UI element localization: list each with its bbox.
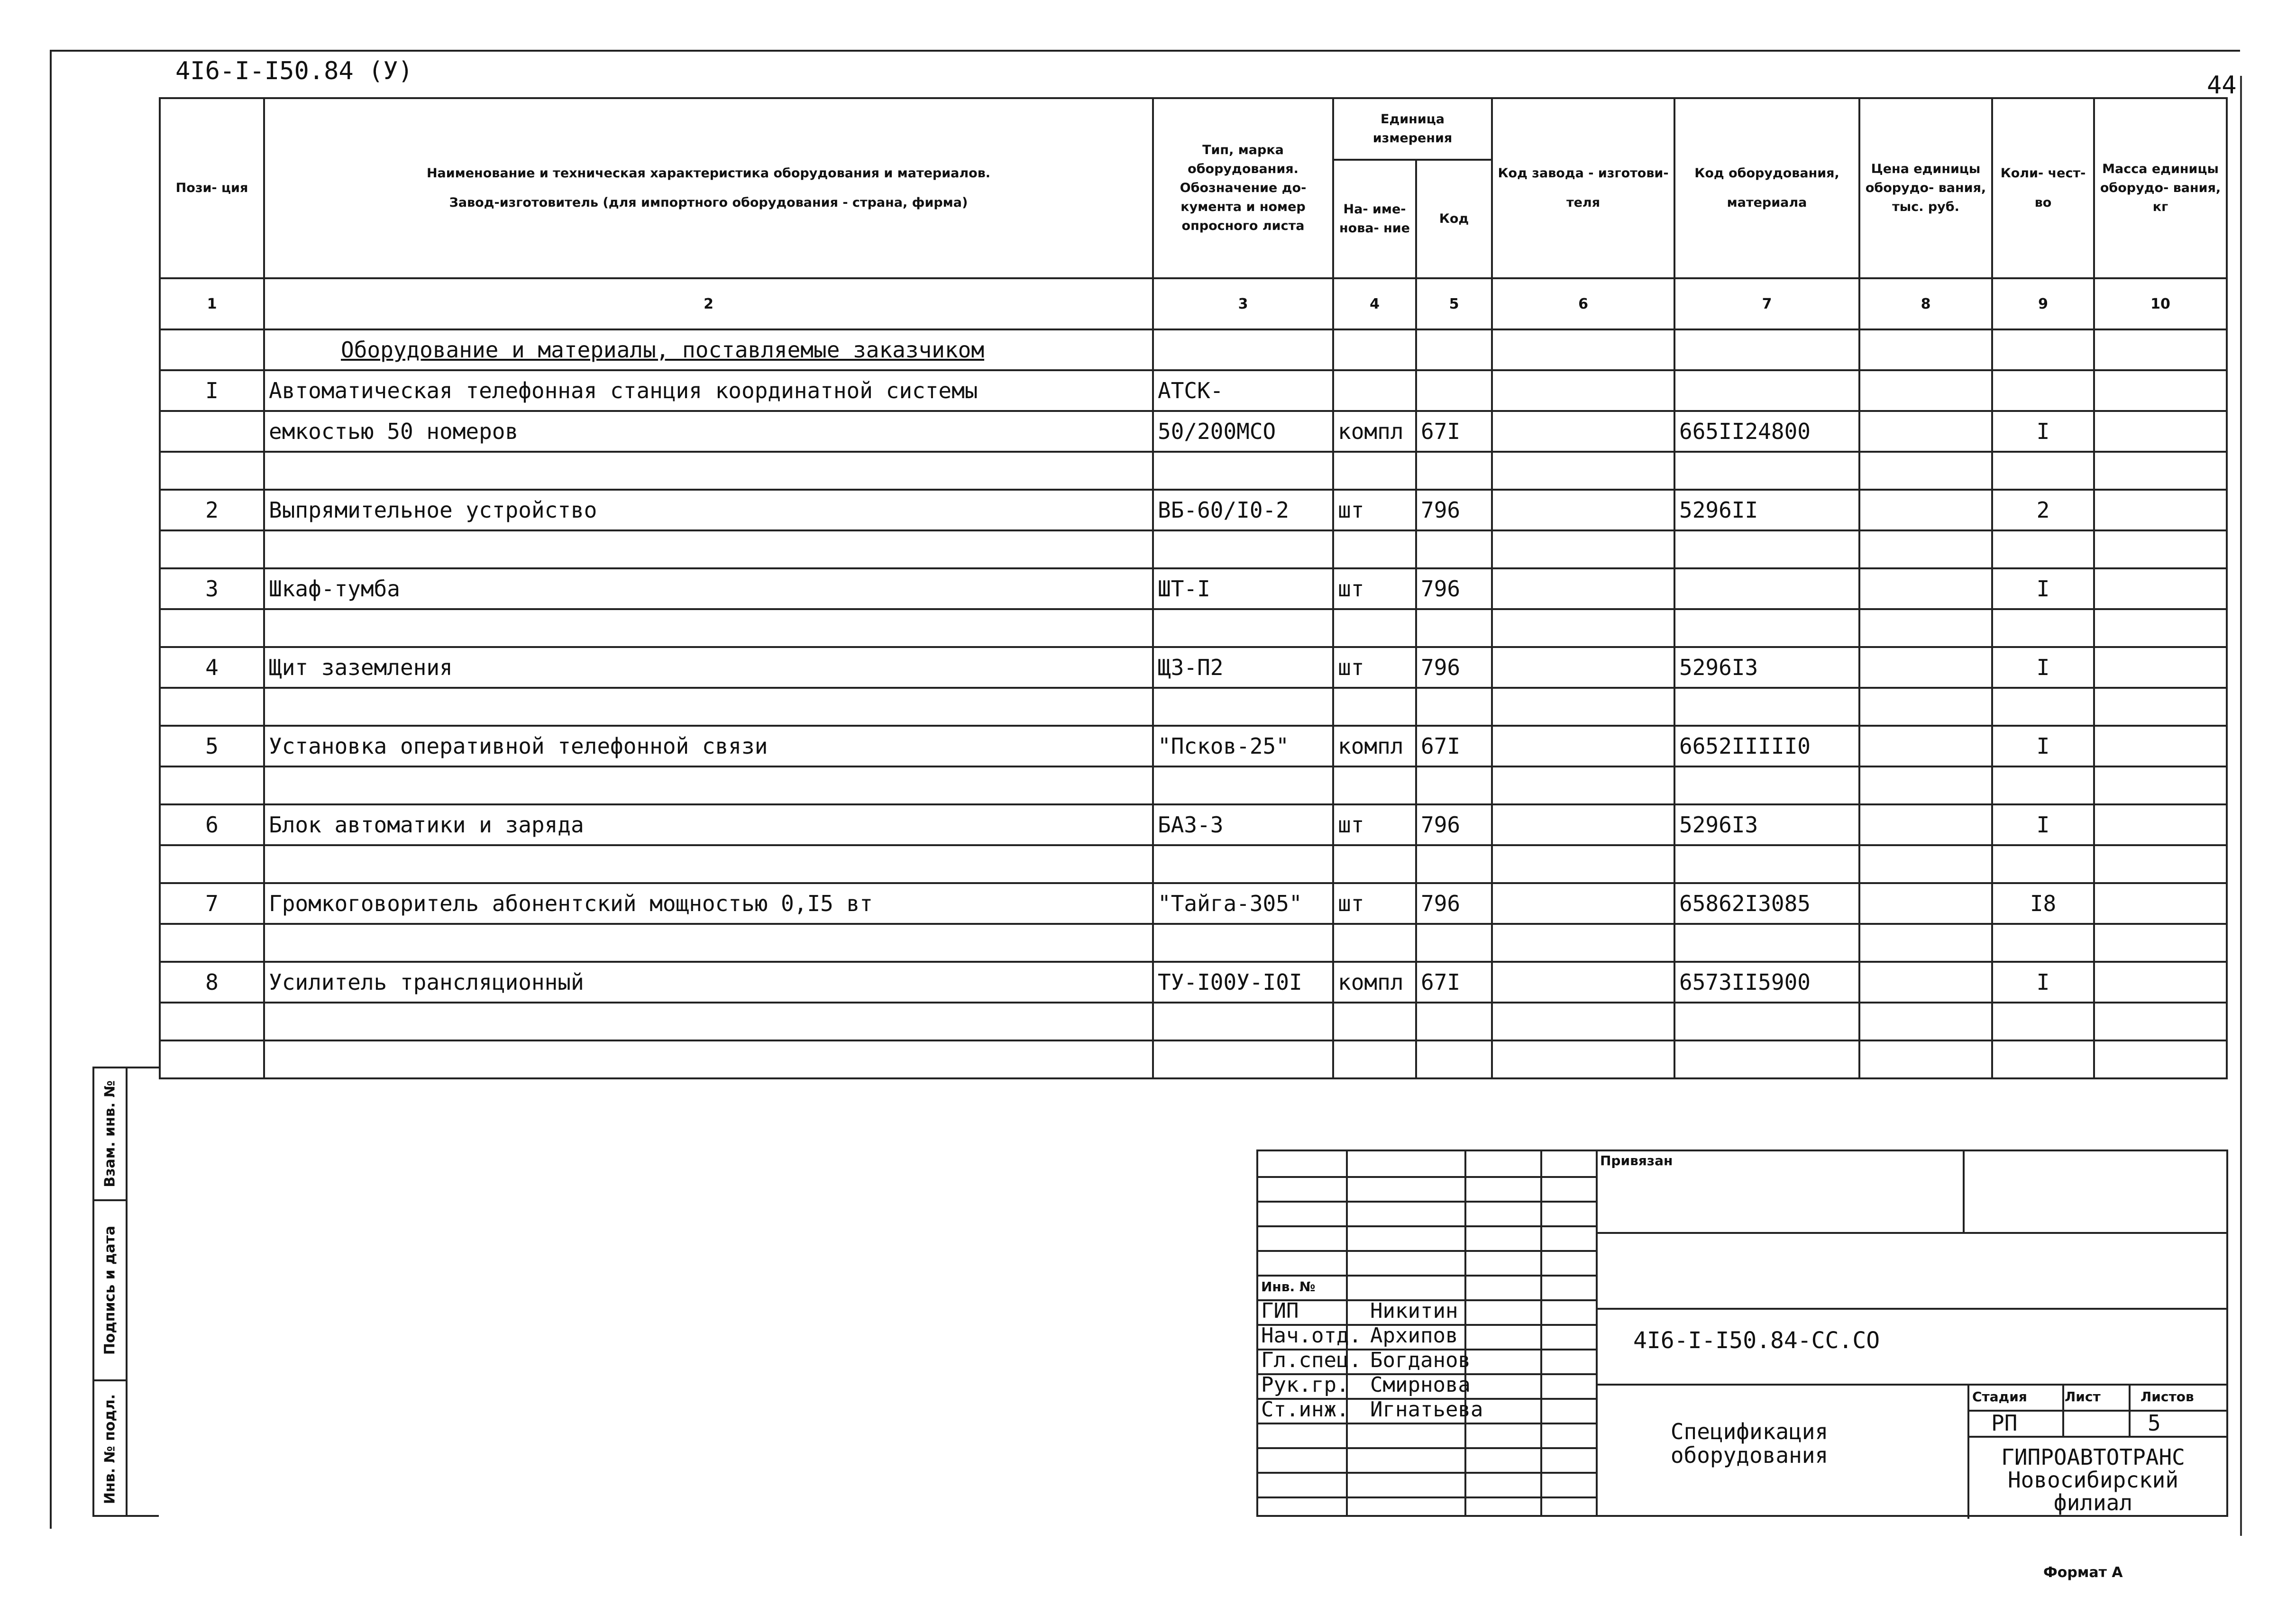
margin-vzam-cell (94, 1068, 128, 1201)
blank-row (160, 1040, 2227, 1078)
blank-row (160, 1003, 2227, 1040)
table-cell (2094, 688, 2227, 726)
table-cell (2094, 1003, 2227, 1040)
grid-line (1258, 1275, 1596, 1277)
bound-label: Привязан (1600, 1153, 1673, 1168)
quantity-cell (1992, 370, 2094, 411)
table-cell (1416, 530, 1492, 568)
signature-role: ГИП (1261, 1299, 1299, 1323)
signature-role: Нач.отд. (1261, 1323, 1362, 1348)
type-cell: АТСК- (1153, 370, 1333, 411)
price-cell (1859, 370, 1992, 411)
table-cell (1333, 530, 1416, 568)
inventory-label: Инв. № (1261, 1279, 1316, 1295)
grid-line (1258, 1472, 1596, 1474)
grid-line (2129, 1384, 2131, 1436)
table-cell (160, 845, 264, 883)
table-cell (160, 1003, 264, 1040)
table-cell (1153, 766, 1333, 804)
table-cell (1333, 688, 1416, 726)
grid-line (1967, 1436, 2228, 1438)
table-cell (1674, 1040, 1859, 1078)
equipment-code-cell (1674, 568, 1859, 609)
table-cell (1333, 766, 1416, 804)
unit-cell: шт (1333, 568, 1416, 609)
name-cell: Выпрямительное устройство (264, 490, 1153, 530)
table-row (160, 883, 2227, 924)
table-cell (1153, 1003, 1333, 1040)
quantity-cell: 2 (1992, 490, 2094, 530)
column-number: 10 (2094, 278, 2227, 329)
factory-code-cell (1492, 647, 1674, 688)
signature-role: Гл.спец. (1261, 1348, 1362, 1372)
table-cell (160, 924, 264, 962)
table-cell (1153, 609, 1333, 647)
table-cell (1674, 688, 1859, 726)
document-title-line2: оборудования (1670, 1442, 1829, 1468)
grid-line (1258, 1225, 1596, 1227)
name-cell: Громкоговоритель абонентский мощностью 0,I5 вт (264, 883, 1153, 924)
header-mass: Масса единицы оборудо- вания, кг (2094, 98, 2227, 278)
blank-row (160, 609, 2227, 647)
equipment-code-cell: 5296II (1674, 490, 1859, 530)
section-title: Оборудование и материалы, поставляемые заказчиком (264, 329, 1153, 370)
header-equipment-code: Код оборудования, материала (1674, 98, 1859, 278)
table-cell (1992, 609, 2094, 647)
grid-line (1598, 1232, 2226, 1234)
table-cell (2094, 329, 2227, 370)
table-cell (160, 530, 264, 568)
table-cell (1859, 924, 1992, 962)
header-position: Пози- ция (160, 98, 264, 278)
table-cell (1333, 1003, 1416, 1040)
organization (1982, 1446, 2205, 1514)
quantity-cell: I (1992, 726, 2094, 766)
page-number: 44 (2207, 71, 2237, 100)
signature-row (1261, 1373, 1471, 1397)
signature-name: Богданов (1370, 1348, 1471, 1372)
table-cell (1992, 1003, 2094, 1040)
blank-row (160, 845, 2227, 883)
price-cell (1859, 726, 1992, 766)
table-cell (1492, 1040, 1674, 1078)
grid-line (1464, 1151, 1466, 1515)
price-cell (1859, 568, 1992, 609)
section-title-row (160, 329, 2227, 370)
table-cell (1992, 1040, 2094, 1078)
header-price: Цена единицы оборудо- вания, тыс. руб. (1859, 98, 1992, 278)
type-cell: ТУ-I00У-I0I (1153, 962, 1333, 1003)
mass-cell (2094, 726, 2227, 766)
table-cell (1492, 845, 1674, 883)
signature-name: Архипов (1370, 1323, 1458, 1348)
mass-cell (2094, 490, 2227, 530)
table-cell (1492, 766, 1674, 804)
margin-stamp (92, 1067, 159, 1517)
stage-value: РП (1991, 1410, 2018, 1436)
signature-name: Смирнова (1370, 1373, 1471, 1397)
table-cell (1153, 688, 1333, 726)
table-cell (1492, 924, 1674, 962)
table-cell (264, 1003, 1153, 1040)
mass-cell (2094, 411, 2227, 452)
table-cell (1416, 688, 1492, 726)
unit-code-cell: 67I (1416, 411, 1492, 452)
table-cell (1153, 530, 1333, 568)
unit-code-cell: 67I (1416, 962, 1492, 1003)
header-quantity: Коли- чест- во (1992, 98, 2094, 278)
table-cell (1859, 1040, 1992, 1078)
factory-code-cell (1492, 490, 1674, 530)
table-row (160, 962, 2227, 1003)
sheet-label: Лист (2065, 1389, 2101, 1405)
factory-code-cell (1492, 962, 1674, 1003)
mass-cell (2094, 962, 2227, 1003)
price-cell (1859, 962, 1992, 1003)
position-cell: 3 (160, 568, 264, 609)
equipment-code-cell: 665II24800 (1674, 411, 1859, 452)
price-cell (1859, 647, 1992, 688)
name-cell: емкостью 50 номеров (264, 411, 1153, 452)
sheet-frame-top (50, 50, 2240, 52)
grid-line (1540, 1151, 1542, 1515)
name-cell: Блок автоматики и заряда (264, 804, 1153, 845)
quantity-cell: I (1992, 804, 2094, 845)
name-cell: Автоматическая телефонная станция координатной системы (264, 370, 1153, 411)
table-cell (1859, 688, 1992, 726)
grid-line (1598, 1384, 2226, 1386)
table-cell (1153, 329, 1333, 370)
column-number: 1 (160, 278, 264, 329)
position-cell: 7 (160, 883, 264, 924)
equipment-code-cell: 6573II5900 (1674, 962, 1859, 1003)
blank-row (160, 688, 2227, 726)
table-cell (1416, 609, 1492, 647)
table-row (160, 804, 2227, 845)
unit-code-cell: 796 (1416, 804, 1492, 845)
table-cell (1492, 688, 1674, 726)
table-row (160, 490, 2227, 530)
mass-cell (2094, 568, 2227, 609)
factory-code-cell (1492, 568, 1674, 609)
grid-line (1258, 1176, 1596, 1178)
column-number: 9 (1992, 278, 2094, 329)
column-number: 8 (1859, 278, 1992, 329)
factory-code-cell (1492, 804, 1674, 845)
type-cell: ШТ-I (1153, 568, 1333, 609)
table-cell (1153, 452, 1333, 490)
grid-line (1598, 1308, 2226, 1310)
table-cell (1492, 1003, 1674, 1040)
header-type: Тип, марка оборудования. Обозначение до- кумента и номер опросного листа (1153, 98, 1333, 278)
type-cell: "Тайга-305" (1153, 883, 1333, 924)
unit-cell: шт (1333, 804, 1416, 845)
column-number: 2 (264, 278, 1153, 329)
position-cell: 2 (160, 490, 264, 530)
table-cell (1674, 329, 1859, 370)
table-cell (1416, 924, 1492, 962)
type-cell: БАЗ-3 (1153, 804, 1333, 845)
table-cell (1674, 1003, 1859, 1040)
stage-label: Стадия (1972, 1389, 2027, 1405)
quantity-cell: I (1992, 568, 2094, 609)
type-cell: "Псков-25" (1153, 726, 1333, 766)
equipment-code-cell: 6652IIIII0 (1674, 726, 1859, 766)
specification-table (159, 97, 2228, 1079)
table-cell (1992, 924, 2094, 962)
table-cell (1674, 609, 1859, 647)
unit-cell (1333, 370, 1416, 411)
unit-cell: компл (1333, 411, 1416, 452)
table-cell (1333, 845, 1416, 883)
table-cell (1416, 1040, 1492, 1078)
table-cell (1333, 609, 1416, 647)
table-cell (1674, 924, 1859, 962)
mass-cell (2094, 883, 2227, 924)
factory-code-cell (1492, 883, 1674, 924)
header-unit-group: Единица измерения (1333, 98, 1492, 160)
unit-code-cell: 796 (1416, 490, 1492, 530)
unit-code-cell: 796 (1416, 568, 1492, 609)
table-cell (264, 609, 1153, 647)
table-cell (1674, 766, 1859, 804)
blank-row (160, 766, 2227, 804)
table-cell (264, 766, 1153, 804)
table-row (160, 568, 2227, 609)
signature-row (1261, 1348, 1471, 1372)
signature-row (1261, 1397, 1483, 1422)
document-title (1626, 1420, 1873, 1467)
signature-name: Игнатьева (1370, 1397, 1483, 1422)
table-cell (2094, 845, 2227, 883)
signature-name: Никитин (1370, 1299, 1458, 1323)
table-cell (1333, 1040, 1416, 1078)
table-cell (1416, 329, 1492, 370)
table-header-row (160, 98, 2227, 160)
grid-line (1258, 1201, 1596, 1203)
column-number: 5 (1416, 278, 1492, 329)
table-cell (2094, 766, 2227, 804)
table-row (160, 647, 2227, 688)
table-cell (2094, 530, 2227, 568)
table-cell (160, 688, 264, 726)
margin-signature-label: Подпись и дата (101, 1225, 119, 1355)
margin-signature-cell (94, 1201, 128, 1381)
header-unit-code: Код (1416, 160, 1492, 278)
margin-vzam-label: Взам. инв. № (101, 1080, 119, 1187)
table-cell (1992, 530, 2094, 568)
price-cell (1859, 411, 1992, 452)
quantity-cell: I8 (1992, 883, 2094, 924)
factory-code-cell (1492, 370, 1674, 411)
document-code: 4I6-I-I50.84 (У) (175, 57, 413, 85)
header-name-line2: Завод-изготовитель (для импортного оборудования - страна, фирма) (449, 195, 968, 210)
table-cell (1333, 452, 1416, 490)
table-cell (2094, 609, 2227, 647)
column-number: 6 (1492, 278, 1674, 329)
sheets-value: 5 (2148, 1410, 2161, 1436)
equipment-code-cell: 65862I3085 (1674, 883, 1859, 924)
table-cell (1333, 924, 1416, 962)
mass-cell (2094, 804, 2227, 845)
table-row (160, 726, 2227, 766)
table-cell (264, 924, 1153, 962)
blank-row (160, 530, 2227, 568)
position-cell: I (160, 370, 264, 411)
table-cell (1859, 329, 1992, 370)
table-cell (1416, 452, 1492, 490)
unit-cell: шт (1333, 647, 1416, 688)
equipment-code-cell: 5296I3 (1674, 647, 1859, 688)
table-cell (160, 1040, 264, 1078)
position-cell: 6 (160, 804, 264, 845)
type-cell: ВБ-60/I0-2 (1153, 490, 1333, 530)
signature-role: Ст.инж. (1261, 1397, 1349, 1422)
unit-cell: компл (1333, 726, 1416, 766)
unit-cell: шт (1333, 883, 1416, 924)
name-cell: Установка оперативной телефонной связи (264, 726, 1153, 766)
organization-line1: ГИПРОАВТОТРАНС (2001, 1444, 2185, 1470)
quantity-cell: I (1992, 647, 2094, 688)
signature-row (1261, 1323, 1458, 1348)
position-cell: 8 (160, 962, 264, 1003)
grid-line (1967, 1384, 1969, 1519)
table-cell (1859, 452, 1992, 490)
mass-cell (2094, 370, 2227, 411)
table-cell (1153, 845, 1333, 883)
price-cell (1859, 883, 1992, 924)
table-cell (1674, 452, 1859, 490)
table-cell (1674, 530, 1859, 568)
table-cell (264, 1040, 1153, 1078)
format-label: Формат А (2043, 1564, 2123, 1581)
document-title-line1: Спецификация (1670, 1419, 1829, 1444)
organization-line2: Новосибирский (2007, 1467, 2179, 1493)
equipment-code-cell (1674, 370, 1859, 411)
title-block-code: 4I6-I-I50.84-СС.СО (1633, 1327, 1880, 1354)
table-cell (1992, 688, 2094, 726)
table-cell (160, 766, 264, 804)
unit-code-cell: 796 (1416, 647, 1492, 688)
table-cell (264, 845, 1153, 883)
sheet-frame-left (50, 50, 52, 1529)
table-cell (1992, 452, 2094, 490)
table-row (160, 370, 2227, 411)
table-cell (1416, 1003, 1492, 1040)
header-factory-code: Код завода - изготови- теля (1492, 98, 1674, 278)
equipment-code-cell: 5296I3 (1674, 804, 1859, 845)
name-cell: Усилитель трансляционный (264, 962, 1153, 1003)
table-cell (1859, 1003, 1992, 1040)
mass-cell (2094, 647, 2227, 688)
table-cell (1859, 845, 1992, 883)
table-cell (1416, 845, 1492, 883)
name-cell: Шкаф-тумба (264, 568, 1153, 609)
blank-row (160, 924, 2227, 962)
sheets-label: Листов (2140, 1389, 2194, 1405)
table-cell (1492, 329, 1674, 370)
table-cell (264, 688, 1153, 726)
organization-line3: филиал (2053, 1490, 2133, 1515)
name-cell: Щит заземления (264, 647, 1153, 688)
header-name (264, 98, 1153, 278)
table-cell (2094, 1040, 2227, 1078)
price-cell (1859, 490, 1992, 530)
header-name-line1: Наименование и техническая характеристика оборудования и материалов. (426, 166, 991, 181)
unit-cell: компл (1333, 962, 1416, 1003)
margin-inv-cell (94, 1381, 128, 1517)
type-cell: 50/200МСО (1153, 411, 1333, 452)
table-cell (160, 609, 264, 647)
table-cell (1492, 530, 1674, 568)
column-number-row (160, 278, 2227, 329)
grid-line (1258, 1423, 1596, 1424)
column-number: 3 (1153, 278, 1333, 329)
grid-line (1963, 1151, 1965, 1232)
table-row (160, 411, 2227, 452)
factory-code-cell (1492, 726, 1674, 766)
unit-cell: шт (1333, 490, 1416, 530)
table-cell (160, 452, 264, 490)
position-cell: 4 (160, 647, 264, 688)
table-cell (1859, 530, 1992, 568)
unit-code-cell (1416, 370, 1492, 411)
grid-line (1258, 1447, 1596, 1449)
type-cell: ЩЗ-П2 (1153, 647, 1333, 688)
table-cell (1992, 845, 2094, 883)
table-cell (1416, 766, 1492, 804)
column-number: 7 (1674, 278, 1859, 329)
header-unit-name: На- име- нова- ние (1333, 160, 1416, 278)
margin-inv-label: Инв. № подл. (101, 1394, 119, 1505)
table-cell (1859, 609, 1992, 647)
table-cell (1992, 766, 2094, 804)
table-cell (1492, 452, 1674, 490)
factory-code-cell (1492, 411, 1674, 452)
table-cell (1674, 845, 1859, 883)
unit-code-cell: 67I (1416, 726, 1492, 766)
signature-role: Рук.гр. (1261, 1373, 1349, 1397)
table-cell (2094, 452, 2227, 490)
table-cell (1492, 609, 1674, 647)
table-cell (2094, 924, 2227, 962)
sheet-frame-right (2240, 76, 2242, 1536)
column-number: 4 (1333, 278, 1416, 329)
position-cell: 5 (160, 726, 264, 766)
blank-row (160, 452, 2227, 490)
table-cell (1992, 329, 2094, 370)
grid-line (2062, 1384, 2064, 1436)
unit-code-cell: 796 (1416, 883, 1492, 924)
price-cell (1859, 804, 1992, 845)
table-cell (1333, 329, 1416, 370)
table-cell (264, 452, 1153, 490)
position-cell (160, 411, 264, 452)
table-cell (1153, 1040, 1333, 1078)
grid-line (1258, 1496, 1596, 1498)
table-cell (1859, 766, 1992, 804)
table-cell (264, 530, 1153, 568)
quantity-cell: I (1992, 962, 2094, 1003)
table-cell (1153, 924, 1333, 962)
grid-line (1258, 1250, 1596, 1252)
signature-row (1261, 1299, 1458, 1323)
table-cell (160, 329, 264, 370)
quantity-cell: I (1992, 411, 2094, 452)
